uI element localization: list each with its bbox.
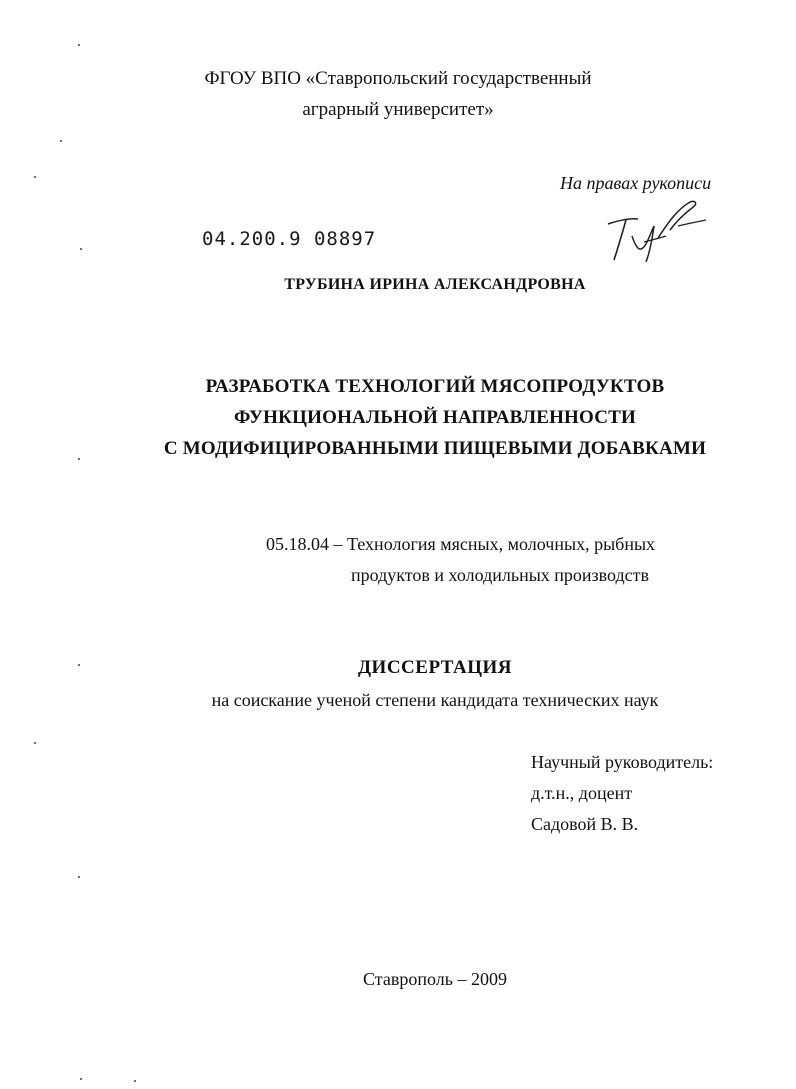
supervisor-degree: д.т.н., доцент (531, 783, 633, 803)
scan-speck (134, 1080, 136, 1082)
scan-speck (80, 1078, 82, 1080)
scan-speck (34, 176, 36, 178)
supervisor-label: Научный руководитель: (531, 752, 714, 772)
degree-description: на соискание ученой степени кандидата технических наук (211, 690, 659, 710)
supervisor-name: Садовой В. В. (531, 814, 639, 834)
institution-name-line-2: аграрный университет» (302, 99, 494, 120)
dissertation-title-line-3: С МОДИФИЦИРОВАННЫМИ ПИЩЕВЫМИ ДОБАВКАМИ (163, 438, 707, 459)
scan-speck (60, 140, 62, 142)
city-and-year: Ставрополь – 2009 (363, 969, 507, 989)
dissertation-title-line-2: ФУНКЦИОНАЛЬНОЙ НАПРАВЛЕННОСТИ (233, 407, 637, 428)
institution-name-line-1: ФГОУ ВПО «Ставропольский государственный (204, 68, 592, 89)
library-inventory-number: 04.200.9 08897 (202, 228, 377, 250)
scan-speck (80, 248, 82, 250)
document-type-heading: ДИССЕРТАЦИЯ (357, 657, 513, 678)
scan-speck (78, 44, 80, 46)
specialty-code-line-1: 05.18.04 – Технология мясных, молочных, рыбных (266, 534, 656, 554)
author-name: ТРУБИНА ИРИНА АЛЕКСАНДРОВНА (284, 276, 586, 293)
handwritten-signature (600, 196, 720, 266)
scan-speck (78, 876, 80, 878)
scan-speck (78, 664, 80, 666)
specialty-code-line-2: продуктов и холодильных производств (351, 565, 650, 585)
manuscript-rights-note: На правах рукописи (560, 173, 712, 193)
scan-speck (78, 458, 80, 460)
scan-speck (34, 742, 36, 744)
dissertation-title-line-1: РАЗРАБОТКА ТЕХНОЛОГИЙ МЯСОПРОДУКТОВ (205, 376, 665, 397)
